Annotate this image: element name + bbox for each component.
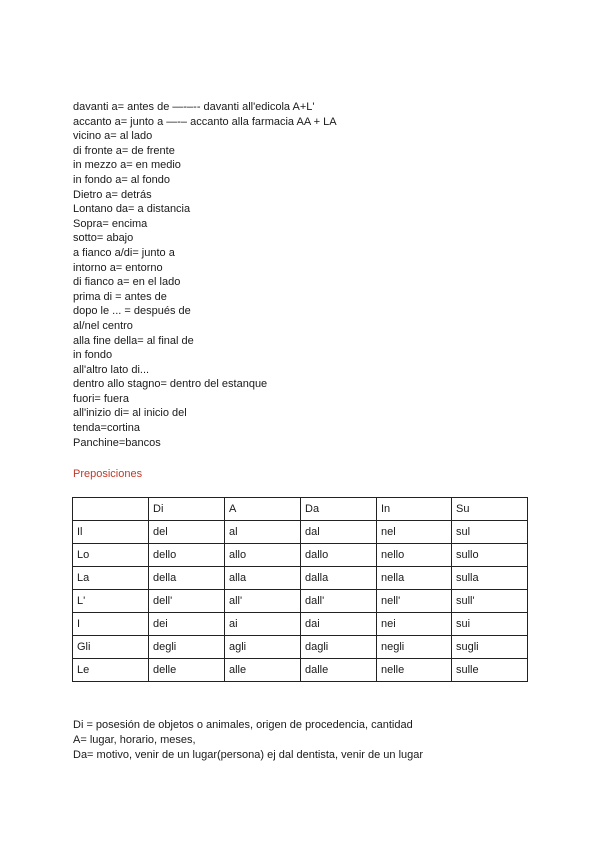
- header-cell: [73, 498, 149, 521]
- table-cell: dagli: [301, 636, 377, 659]
- table-cell: sugli: [452, 636, 528, 659]
- table-cell: dai: [301, 613, 377, 636]
- note-line: A= lugar, horario, meses,: [73, 734, 196, 746]
- table-cell: sui: [452, 613, 528, 636]
- vocab-line: dopo le ... = después de: [73, 305, 191, 318]
- vocab-line: in fondo a= al fondo: [73, 173, 170, 186]
- table-cell: Lo: [73, 544, 149, 567]
- table-cell: del: [149, 521, 225, 544]
- table-cell: sullo: [452, 544, 528, 567]
- table-cell: dell': [149, 590, 225, 613]
- table-cell: nella: [377, 567, 452, 590]
- table-cell: ai: [225, 613, 301, 636]
- table-cell: Le: [73, 659, 149, 682]
- table-cell: La: [73, 567, 149, 590]
- table-cell: negli: [377, 636, 452, 659]
- table-cell: agli: [225, 636, 301, 659]
- table-row: [73, 544, 528, 567]
- table-cell: I: [73, 613, 149, 636]
- table-cell: sulla: [452, 567, 528, 590]
- vocab-line: Dietro a= detrás: [73, 188, 152, 201]
- table-row: [73, 590, 528, 613]
- vocab-line: al/nel centro: [73, 319, 133, 332]
- table-cell: dal: [301, 521, 377, 544]
- vocab-line: di fronte a= de frente: [73, 144, 175, 157]
- table-cell: al: [225, 521, 301, 544]
- note-line: Da= motivo, venir de un lugar(persona) ej dal dentista, venir de un lugar: [73, 749, 424, 761]
- note-line: Di = posesión de objetos o animales, origen de procedencia, cantidad: [73, 719, 413, 731]
- table-cell: sull': [452, 590, 528, 613]
- prepositions-table: [72, 497, 528, 682]
- table-cell: all': [225, 590, 301, 613]
- table-cell: nell': [377, 590, 452, 613]
- vocab-line: alla fine della= al final de: [73, 334, 194, 347]
- vocab-line: vicino a= al lado: [73, 130, 153, 143]
- table-row: [73, 613, 528, 636]
- table-cell: nello: [377, 544, 452, 567]
- vocabulary-list: [73, 100, 553, 450]
- vocab-line: tenda=cortina: [73, 422, 140, 435]
- header-cell: Di: [149, 498, 225, 521]
- vocab-line: all'altro lato di...: [73, 363, 150, 376]
- vocab-line: a fianco a/di= junto a: [73, 246, 175, 259]
- table-cell: L': [73, 590, 149, 613]
- vocab-line: sotto= abajo: [73, 232, 134, 245]
- vocab-line: di fianco a= en el lado: [73, 276, 181, 289]
- vocab-line: Panchine=bancos: [73, 436, 161, 449]
- vocab-line: in mezzo a= en medio: [73, 159, 181, 172]
- table-cell: nelle: [377, 659, 452, 682]
- vocab-line: accanto a= junto a —-– accanto alla farmacia AA + LA: [73, 115, 337, 128]
- table-row: [73, 659, 528, 682]
- table-cell: dall': [301, 590, 377, 613]
- table-cell: Il: [73, 521, 149, 544]
- header-cell: In: [377, 498, 452, 521]
- table-cell: delle: [149, 659, 225, 682]
- vocab-line: davanti a= antes de —-–-- davanti all'edicola A+L': [73, 101, 315, 113]
- table-cell: dei: [149, 613, 225, 636]
- notes-list: [73, 718, 553, 763]
- table-cell: sulle: [452, 659, 528, 682]
- table-cell: della: [149, 567, 225, 590]
- vocab-line: Lontano da= a distancia: [73, 203, 191, 216]
- vocab-line: fuori= fuera: [73, 392, 129, 405]
- vocab-line: intorno a= entorno: [73, 261, 163, 274]
- table-cell: nei: [377, 613, 452, 636]
- table-header-row: [73, 498, 528, 521]
- table-cell: Gli: [73, 636, 149, 659]
- table-cell: dello: [149, 544, 225, 567]
- table-cell: degli: [149, 636, 225, 659]
- table-cell: allo: [225, 544, 301, 567]
- header-cell: Da: [301, 498, 377, 521]
- table-row: [73, 636, 528, 659]
- table-cell: dalle: [301, 659, 377, 682]
- header-cell: A: [225, 498, 301, 521]
- table-cell: sul: [452, 521, 528, 544]
- table-cell: dallo: [301, 544, 377, 567]
- table-row: [73, 567, 528, 590]
- table-cell: alla: [225, 567, 301, 590]
- table-cell: alle: [225, 659, 301, 682]
- table-cell: nel: [377, 521, 452, 544]
- vocab-line: all'inizio di= al inicio del: [73, 407, 187, 420]
- header-cell: Su: [452, 498, 528, 521]
- vocab-line: Sopra= encima: [73, 217, 148, 230]
- table-cell: dalla: [301, 567, 377, 590]
- vocab-line: in fondo: [73, 349, 113, 362]
- table-row: [73, 521, 528, 544]
- section-heading: Preposiciones: [73, 468, 143, 480]
- vocab-line: prima di = antes de: [73, 290, 167, 303]
- vocab-line: dentro allo stagno= dentro del estanque: [73, 378, 268, 391]
